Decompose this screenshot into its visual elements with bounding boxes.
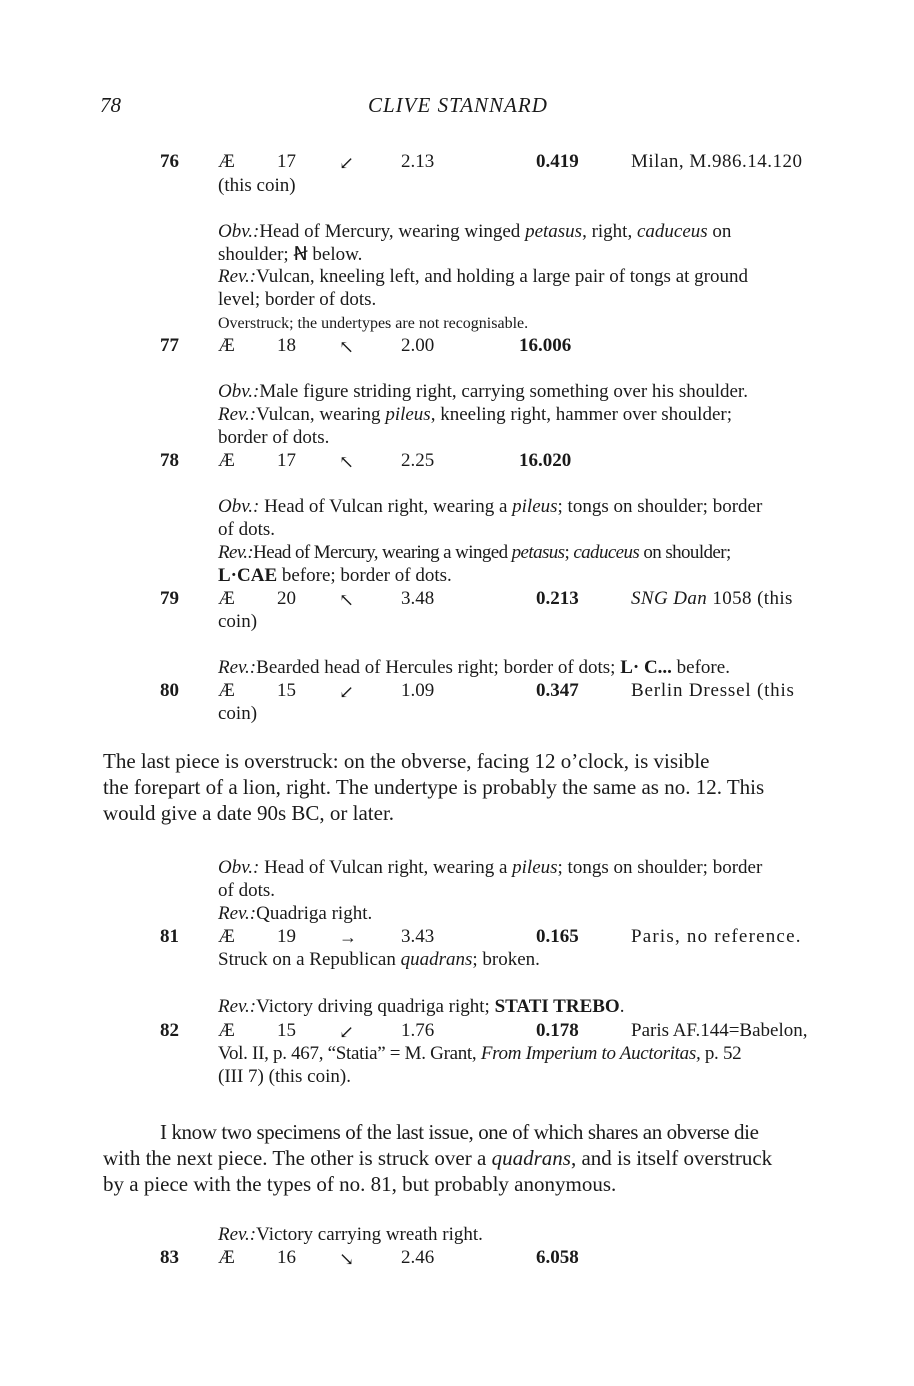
size: 15 — [277, 680, 296, 701]
reverse-line-1: Rev.:Bearded head of Hercules right; border of dots; L· C... before. — [218, 657, 730, 678]
entry-number: 79 — [160, 588, 179, 609]
die-value: 2.25 — [401, 450, 435, 471]
entry-number: 77 — [160, 335, 179, 356]
entry-number: 78 — [160, 450, 179, 471]
reverse-line-2: L·CAE before; border of dots. — [218, 565, 452, 586]
size: 20 — [277, 588, 296, 609]
entry-number: 76 — [160, 151, 179, 172]
die-value: 1.76 — [401, 1020, 435, 1041]
weight: 0.213 — [536, 588, 579, 609]
obverse-line-1: Obv.:Male figure striding right, carrying something over his shoulder. — [218, 381, 748, 402]
reverse-line-1: Rev.:Victory carrying wreath right. — [218, 1224, 483, 1245]
reverse-line-1: Rev.:Vulcan, wearing pileus, kneeling right, hammer over shoulder; — [218, 404, 732, 425]
page-number: 78 — [100, 93, 121, 117]
note: coin) — [218, 611, 258, 632]
die-axis-arrow-icon: ↖ — [339, 452, 355, 472]
die-value: 1.09 — [401, 680, 435, 701]
collection: SNG Dan 1058 (this — [631, 588, 793, 609]
reverse-line-1: Rev.:Quadriga right. — [218, 903, 373, 924]
die-axis-arrow-icon: ↙ — [339, 682, 355, 702]
metal: Æ — [218, 588, 235, 609]
paragraph-line: the forepart of a lion, right. The undertype is probably the same as no. 12. This — [103, 775, 765, 799]
size: 17 — [277, 151, 296, 172]
die-value: 2.46 — [401, 1247, 435, 1268]
entry-number: 83 — [160, 1247, 179, 1268]
die-value: 3.43 — [401, 926, 435, 947]
size: 19 — [277, 926, 296, 947]
entry-number: 80 — [160, 680, 179, 701]
die-axis-arrow-icon: → — [339, 927, 357, 947]
weight: 0.165 — [536, 926, 579, 947]
die-value: 3.48 — [401, 588, 435, 609]
die-axis-arrow-icon: ↙ — [339, 1022, 355, 1042]
note: Struck on a Republican quadrans; broken. — [218, 949, 540, 970]
metal: Æ — [218, 1020, 235, 1041]
weight: 16.020 — [519, 450, 572, 471]
entry-number: 81 — [160, 926, 179, 947]
weight: 0.419 — [536, 151, 579, 172]
collection: Paris AF.144=Babelon, — [631, 1020, 808, 1041]
paragraph-line: with the next piece. The other is struck over a quadrans, and is itself overstruck — [103, 1146, 773, 1170]
weight: 6.058 — [536, 1247, 579, 1268]
reverse-line-1: Rev.:Victory driving quadriga right; STATI TREBO. — [218, 996, 625, 1017]
reverse-line-1: Rev.:Vulcan, kneeling left, and holding a large pair of tongs at ground — [218, 266, 748, 287]
reverse-line-2: border of dots. — [218, 427, 330, 448]
weight: 0.178 — [536, 1020, 579, 1041]
paragraph-line: by a piece with the types of no. 81, but probably anonymous. — [103, 1172, 617, 1196]
note: coin) — [218, 703, 258, 724]
die-axis-arrow-icon: ↙ — [339, 153, 355, 173]
paragraph-line: would give a date 90s BC, or later. — [103, 801, 395, 825]
obverse-line-1: Obv.: Head of Vulcan right, wearing a pileus; tongs on shoulder; border — [218, 496, 763, 517]
metal: Æ — [218, 151, 235, 172]
obverse-line-2: of dots. — [218, 880, 275, 901]
reference-line-1: Vol. II, p. 467, “Statia” = M. Grant, From Imperium to Auctoritas, p. 52 — [218, 1043, 742, 1064]
die-value: 2.00 — [401, 335, 435, 356]
weight: 0.347 — [536, 680, 579, 701]
paragraph-line: The last piece is overstruck: on the obverse, facing 12 o’clock, is visible — [103, 749, 710, 773]
size: 17 — [277, 450, 296, 471]
collection: Berlin Dressel (this — [631, 680, 795, 701]
running-title: CLIVE STANNARD — [368, 93, 548, 117]
reference-line-2: (III 7) (this coin). — [218, 1066, 351, 1087]
collection: Milan, M.986.14.120 — [631, 151, 803, 172]
metal: Æ — [218, 680, 235, 701]
metal: Æ — [218, 1247, 235, 1268]
obverse-line-1: Obv.:Head of Mercury, wearing winged petasus, right, caduceus on — [218, 221, 732, 242]
size: 18 — [277, 335, 296, 356]
obverse-line-2: of dots. — [218, 519, 275, 540]
paragraph-line: I know two specimens of the last issue, one of which shares an obverse die — [160, 1120, 759, 1144]
reverse-line-1: Rev.:Head of Mercury, wearing a winged petasus; caduceus on shoulder; — [218, 542, 731, 563]
size: 16 — [277, 1247, 296, 1268]
obverse-line-2: shoulder; Ꞥ below. — [218, 244, 363, 265]
die-axis-arrow-icon: ↖ — [339, 337, 355, 357]
size: 15 — [277, 1020, 296, 1041]
collection: Paris, no reference. — [631, 926, 802, 947]
note: (this coin) — [218, 175, 296, 196]
weight: 16.006 — [519, 335, 572, 356]
metal: Æ — [218, 926, 235, 947]
die-axis-arrow-icon: ↘ — [339, 1249, 355, 1269]
overstruck-note: Overstruck; the undertypes are not recognisable. — [218, 315, 529, 332]
die-value: 2.13 — [401, 151, 435, 172]
die-axis-arrow-icon: ↖ — [339, 590, 355, 610]
metal: Æ — [218, 450, 235, 471]
obverse-line-1: Obv.: Head of Vulcan right, wearing a pileus; tongs on shoulder; border — [218, 857, 763, 878]
entry-number: 82 — [160, 1020, 179, 1041]
metal: Æ — [218, 335, 235, 356]
reverse-line-2: level; border of dots. — [218, 289, 377, 310]
